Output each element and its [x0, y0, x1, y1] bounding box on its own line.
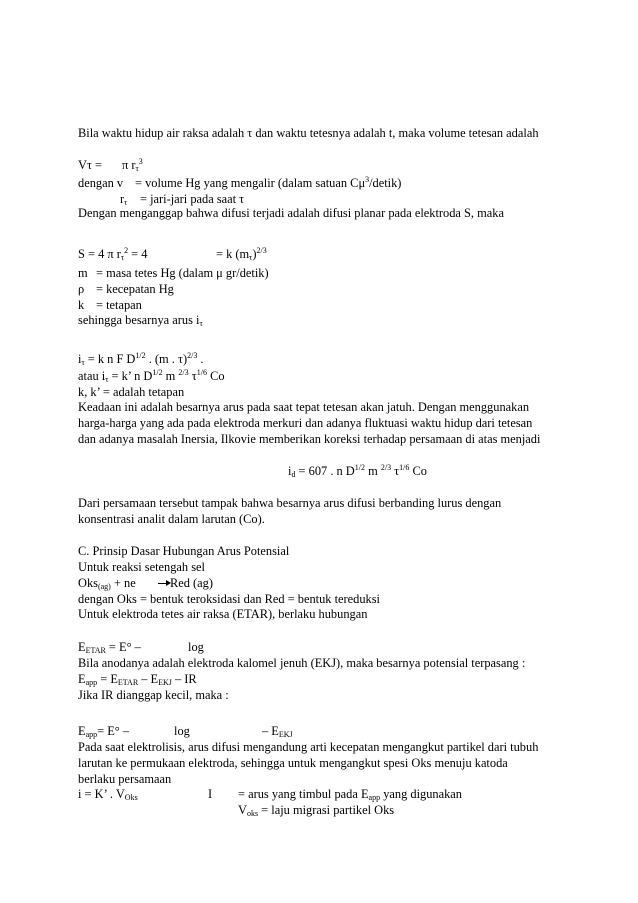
paragraph-2-line-1: Dari persamaan tersebut tampak bahwa besarnya arus difusi berbanding lurus dengan	[78, 496, 502, 510]
volume-equation-rhs: π $r_\tau^3$	[122, 157, 143, 173]
definition-rho-symbol: ρ	[78, 282, 85, 296]
definition-r-symbol: $r_\tau$	[120, 192, 128, 207]
surface-equation-rhs: = k $(m_\tau)^{2/3}$	[216, 246, 267, 262]
paragraph-1-line-3: dan adanya masalah Inersia, Ilkovie memberikan koreksi terhadap persamaan di atas menjadi	[78, 432, 541, 446]
etar-equation: $E_{ETAR} = E^\circ$ –	[78, 640, 141, 655]
definition-k-symbol: k	[78, 298, 85, 312]
definition-v-text: = volume Hg yang mengalir (dalam satuan $C\mu^3/detik$)	[135, 175, 402, 190]
paragraph-2-line-2: konsentrasi analit dalam larutan (Co).	[78, 512, 265, 526]
section-heading-c: C. Prinsip Dasar Hubungan Arus Potensial	[78, 544, 290, 558]
half-cell-reaction-product: Red (ag)	[170, 576, 214, 590]
applied-potential-equation-2: $E_{app}= E^\circ$ –	[78, 724, 130, 739]
paragraph-3-line-1: Pada saat elektrolisis, arus difusi mengandung arti kecepatan mengangkut partikel dari tubuh	[78, 740, 539, 754]
definition-v: dengan v	[78, 176, 124, 190]
paragraph-1-line-1: Keadaan ini adalah besarnya arus pada saat tepat tetesan akan jatuh. Dengan menggunakan	[78, 400, 530, 414]
current-intro: sehingga besarnya arus $i_\tau$	[78, 313, 203, 328]
etar-equation-log: log	[188, 640, 204, 654]
definition-r-text: = jari-jari pada saat τ	[140, 192, 245, 206]
paragraph-3-line-3: berlaku persamaan	[78, 772, 172, 786]
volume-equation: Vτ =	[78, 158, 103, 172]
planar-text: Dengan menganggap bahwa difusi terjadi adalah difusi planar pada elektroda S, maka	[78, 206, 504, 220]
surface-equation: S = 4 π $r_\tau^2 = 4$	[78, 246, 148, 262]
applied-potential-equation: $E_{app} = E_{ETAR} - E_{EKJ}$ – IR	[78, 672, 197, 687]
definition-k-text: = tetapan	[96, 298, 142, 312]
current-equation: $i_\tau = k$ n F $D^{1/2}$ . (m . τ)$^{2/3}$ .	[78, 351, 204, 367]
paragraph-3-line-2: larutan ke permukaan elektroda, sehingga untuk mengangkut spesi Oks menuju katoda	[78, 756, 508, 770]
applied-potential-ekj: – $E_{EKJ}$	[262, 724, 293, 739]
ir-text: Jika IR dianggap kecil, maka :	[78, 688, 229, 702]
velocity-definition: $V_{oks}$ = laju migrasi partikel Oks	[238, 803, 395, 818]
paragraph-1-line-2: harga-harga yang ada pada elektroda merkuri dan adanya fluktuasi waktu hidup dari tetesan	[78, 416, 533, 430]
half-cell-intro: Untuk reaksi setengah sel	[78, 560, 205, 574]
half-cell-reaction: Oks$_{(ag)}$ + ne	[78, 576, 136, 591]
definition-m-text: = masa tetes Hg (dalam μ gr/detik)	[96, 266, 269, 280]
current-symbol: I	[208, 787, 213, 801]
species-definition: dengan Oks = bentuk teroksidasi dan Red = bentuk tereduksi	[78, 592, 380, 606]
ilkovic-equation: $i_d = 607$ . n $D^{1/2}$ m $^{2/3}$ $\tau^{1/6}$ Co	[288, 463, 427, 479]
definition-rho-text: = kecepatan Hg	[96, 282, 174, 296]
etar-intro: Untuk elektroda tetes air raksa (ETAR), berlaku hubungan	[78, 607, 368, 621]
anode-text: Bila anodanya adalah elektroda kalomel jenuh (EKJ), maka besarnya potensial terpasang :	[78, 656, 526, 670]
intro-text: Bila waktu hidup air raksa adalah τ dan waktu tetesnya adalah t, maka volume tetesan adalah	[78, 126, 539, 140]
definition-m-symbol: m	[78, 266, 88, 280]
applied-potential-log: log	[174, 724, 190, 738]
current-symbol-definition: = arus yang timbul pada $E_{app}$ yang digunakan	[238, 787, 462, 802]
migration-equation: i = K’ . $V_{Oks}$	[78, 787, 138, 802]
constants-definition: k, k’ = adalah tetapan	[78, 385, 185, 399]
current-equation-alt: atau $i_\tau = k$’ n $D^{1/2}$ m $^{2/3}$ $\tau^{1/6}$ Co	[78, 368, 225, 384]
